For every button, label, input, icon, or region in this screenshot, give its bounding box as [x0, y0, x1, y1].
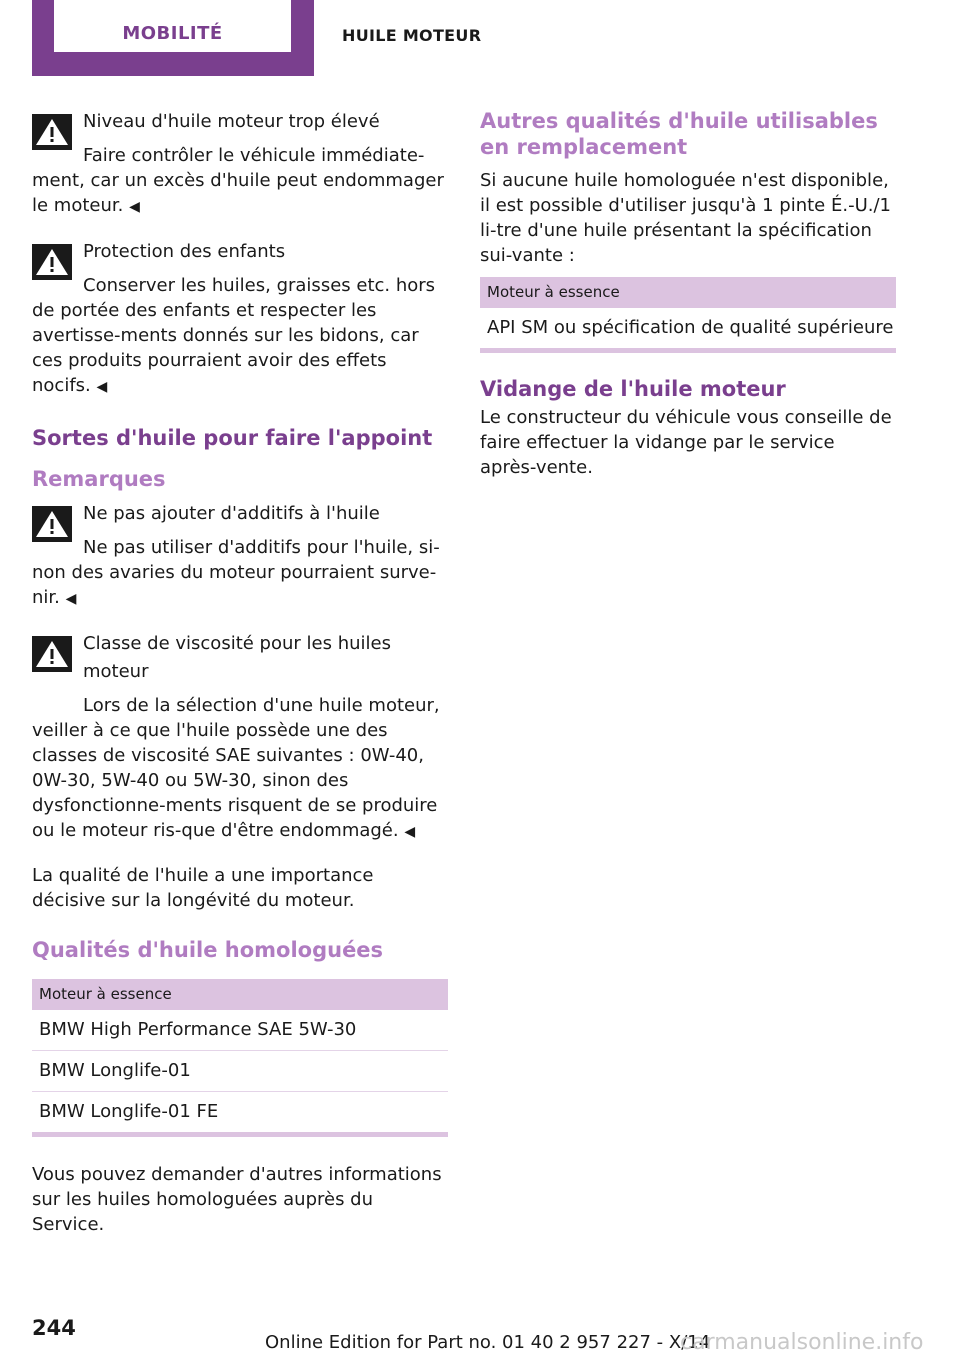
end-mark-icon: ◀: [65, 591, 77, 607]
subsection-heading: Qualités d'huile homologuées: [32, 938, 384, 962]
table-bottom-bar: [32, 1132, 448, 1137]
oil-change-paragraph: Le constructeur du véhicule vous conseille de faire effectuer la vidange par le service après-vente.: [480, 407, 892, 478]
table-row: BMW Longlife-01: [32, 1051, 448, 1092]
warning-block: [32, 500, 448, 612]
footer-edition: Online Edition for Part no. 01 40 2 957 227 - X/14: [265, 1332, 711, 1353]
table-header: Moteur à essence: [32, 979, 448, 1010]
section-tab: [32, 0, 314, 76]
page-number: 244: [32, 1316, 76, 1340]
right-column: [480, 108, 896, 480]
info-paragraph: Vous pouvez demander d'autres informations sur les huiles homologuées auprès du Service.: [32, 1164, 442, 1235]
warning-triangle-icon: [32, 114, 72, 150]
left-column: [32, 108, 448, 1237]
table-row: BMW Longlife-01 FE: [39, 1101, 219, 1122]
topic-tab-label: HUILE MOTEUR: [342, 26, 482, 45]
end-mark-icon: ◀: [404, 824, 416, 840]
warning-triangle-icon: [32, 244, 72, 280]
section-heading: Vidange de l'huile moteur: [480, 377, 786, 401]
table-bottom-bar: [480, 348, 896, 353]
warning-block: [32, 108, 448, 220]
quality-paragraph: La qualité de l'huile a une importance décisive sur la longévité du moteur.: [32, 865, 374, 911]
warning-body: Ne pas utiliser d'additifs pour l'huile, si-non des avaries du moteur pourraient surve-nir. ◀: [32, 537, 440, 608]
warning-title: Niveau d'huile moteur trop élevé: [83, 111, 380, 132]
section-tab-label: MOBILITÉ: [54, 0, 291, 52]
warning-title: Protection des enfants: [83, 241, 286, 262]
warning-body: Conserver les huiles, graisses etc. hors de portée des enfants et respecter les avertisse-ments donnés sur les bidons, car ces produits pourraient avoir des effets nocifs. ◀: [32, 275, 436, 396]
table-row: BMW High Performance SAE 5W-30: [32, 1010, 448, 1051]
warning-block: [32, 630, 448, 845]
warning-triangle-icon: [32, 636, 72, 672]
warning-title: Classe de viscosité pour les huiles moteur: [83, 633, 391, 682]
homologated-oil-table: [32, 979, 448, 1137]
warning-block: [32, 238, 448, 400]
table-row: API SM ou spécification de qualité supérieure: [487, 317, 894, 338]
end-mark-icon: ◀: [96, 379, 108, 395]
subsection-heading: Autres qualités d'huile utilisables en remplacement: [480, 109, 878, 159]
warning-body: Faire contrôler le véhicule immédiate-ment, car un excès d'huile peut endommager le moteur. ◀: [32, 145, 444, 216]
watermark: carmanualsonline.info: [680, 1330, 924, 1355]
alternative-oil-table: [480, 277, 896, 353]
warning-body: Lors de la sélection d'une huile moteur, veiller à ce que l'huile possède une des classes de viscosité SAE suivantes : 0W-40, 0W-30, 5W-40 ou 5W-30, sinon des dysfonctionne-ments risquent de se produire ou le moteur ris-que d'être endommagé. ◀: [32, 695, 440, 841]
end-mark-icon: ◀: [129, 199, 140, 215]
warning-title: Ne pas ajouter d'additifs à l'huile: [83, 503, 380, 524]
subsection-heading: Remarques: [32, 467, 166, 491]
table-header: Moteur à essence: [480, 277, 896, 308]
alt-paragraph: Si aucune huile homologuée n'est disponible, il est possible d'utiliser jusqu'à 1 pinte É.-U./1 li-tre d'une huile présentant la spécification sui-vante :: [480, 170, 891, 266]
warning-triangle-icon: [32, 506, 72, 542]
section-heading: Sortes d'huile pour faire l'appoint: [32, 426, 433, 450]
